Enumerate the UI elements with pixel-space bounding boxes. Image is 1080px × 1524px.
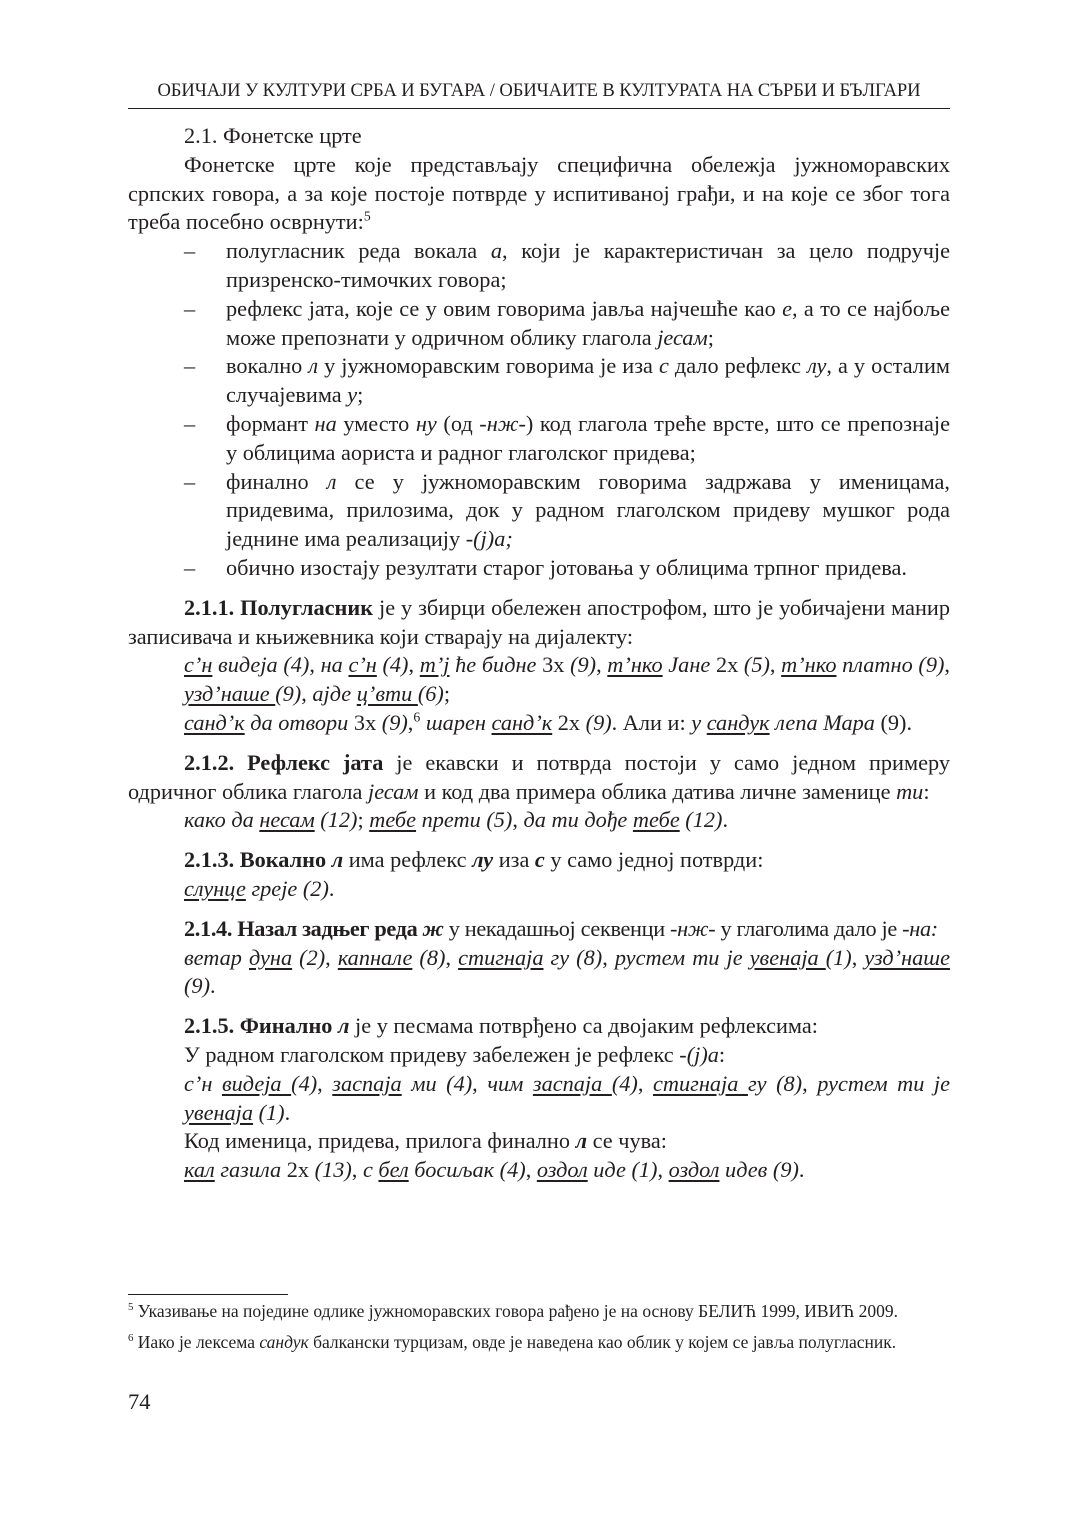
examples-2-1-5: с’н видеја (4), заспаја ми (4), чим заспаја (4), стигнаја гу (8), рустем ти је увенаја (1). bbox=[184, 1070, 951, 1125]
heading-2-1-3: 2.1.3. Вокално bbox=[184, 847, 332, 873]
footnote-6: $^6$ Иако је лексема сандук балкански турцизам, овде је наведена као облик у којем се јавља полугласник. bbox=[128, 1331, 897, 1352]
footnotes bbox=[128, 1300, 950, 1361]
section-title: 2.1. Фонетске црте bbox=[184, 123, 362, 148]
section-2-1-5-line2: Код именица, придева, прилога финално л се чува: bbox=[184, 1128, 667, 1154]
examples-2-1-1: с’н видеја (4), на с’н (4), т’ј ће бидне 3х (9), т’нко Јане 2х (5), т’нко платно (9), узд’наше (9), ајде ц’вти (6); bbox=[184, 652, 950, 707]
footnote-divider bbox=[128, 1294, 288, 1295]
list-item: – формант на уместо ну (од -нж-) код глагола треће врсте, што се препознаје у облицима аориста и радног глаголског придева; bbox=[184, 410, 951, 465]
examples-2-1-2: како да несам (12); тебе прети (5), да ти дође тебе (12). bbox=[184, 807, 729, 833]
list-item: – обично изостају резултати старог јотовања у облицима трпног придева. bbox=[184, 554, 907, 580]
page-number: 74 bbox=[128, 1389, 151, 1414]
examples-2-1-3: слунце грејe (2). bbox=[184, 875, 335, 901]
heading-2-1-5: 2.1.5. Финално bbox=[184, 1013, 339, 1039]
list-item: – полугласник реда вокала а, који је карактеристичан за цело подручје призренско-тимочких говора; bbox=[184, 238, 950, 292]
intro-paragraph: Фонетске црте које представљају специфична обележја јужноморавских српских говора, а за које постоје потврде у испитиваној грађи, и на које се због тога треба посебно осврнути:$^5$ bbox=[128, 151, 950, 235]
list-item: – рефлекс јата, које се у овим говорима јавља најчешће као е, а то се најбоље може препознати у одричном облику глагола јесам; bbox=[184, 295, 950, 350]
section-2-1-5: 2.1.5. Финално л је у песмама потврђено са двојаким рефлексима: bbox=[184, 1013, 818, 1039]
body-text bbox=[128, 122, 950, 1185]
section-2-1-2: 2.1.2. Рефлекс јата је екавски и потврда постоји у само једном примеру одричног облика глагола јесам и код два примера облика датива личне заменице ти: bbox=[128, 749, 950, 804]
section-2-1-1: 2.1.1. Полугласник је у збирци обележен апострофом, што је уобичајени манир записивача и књижевника који стварају на дијалекту: bbox=[128, 594, 951, 649]
running-header: ОБИЧАЈИ У КУЛТУРИ СРБА И БУГАРА / ОБИЧАИТЕ В КУЛТУРАТА НА СЪРБИ И БЪЛГАРИ bbox=[128, 80, 950, 109]
section-2-1-3: 2.1.3. Вокално л има рефлекс лу иза с у само једној потврди: bbox=[184, 847, 764, 873]
heading-2-1-2: 2.1.2. Рефлекс јата bbox=[184, 749, 384, 775]
examples-2-1-4: ветар дуна (2), капнале (8), стигнаја гу (8), рустем ти је увенаја (1), узд’наше (9). bbox=[184, 944, 951, 999]
examples-2-1-1-cont: санд’к да отвори 3х (9),$^6$ шарен санд’к 2х (9). Али и: у сандук лепа Мара (9). bbox=[184, 709, 913, 735]
section-2-1-4: 2.1.4. Назал задњег реда ж у некадашњој секвенци -нж- у глаголима дало је -на: bbox=[184, 915, 938, 941]
footnote-ref-5[interactable]: 5 bbox=[363, 208, 371, 224]
heading-2-1-4: 2.1.4. Назал задњег реда bbox=[184, 915, 423, 941]
examples-2-1-5-cont: кал газила 2х (13), с бел босиљак (4), оздол иде (1), оздол идев (9). bbox=[184, 1157, 805, 1183]
heading-2-1-1: 2.1.1. Полугласник bbox=[184, 594, 374, 620]
feature-list bbox=[128, 237, 950, 583]
section-2-1-5-line: У радном глаголском придеву забележен је рефлекс -(ј)а: bbox=[184, 1041, 726, 1067]
list-item: – финално л се у јужноморавским говорима задржава у именицама, придевима, прилозима, док у радном глаголском придеву мушког рода једнине има реализацију -(ј)а; bbox=[184, 468, 950, 552]
list-item: – вокално л у јужноморавским говорима је иза с дало рефлекс лу, а у осталим случајевима у; bbox=[184, 353, 950, 408]
footnote-ref-6[interactable]: 6 bbox=[413, 709, 421, 725]
footnote-5: $^5$ Указивање на поједине одлике јужноморавских говора рађено је на основу БЕЛИЋ 1999, ИВИЋ 2009. bbox=[128, 1301, 898, 1321]
